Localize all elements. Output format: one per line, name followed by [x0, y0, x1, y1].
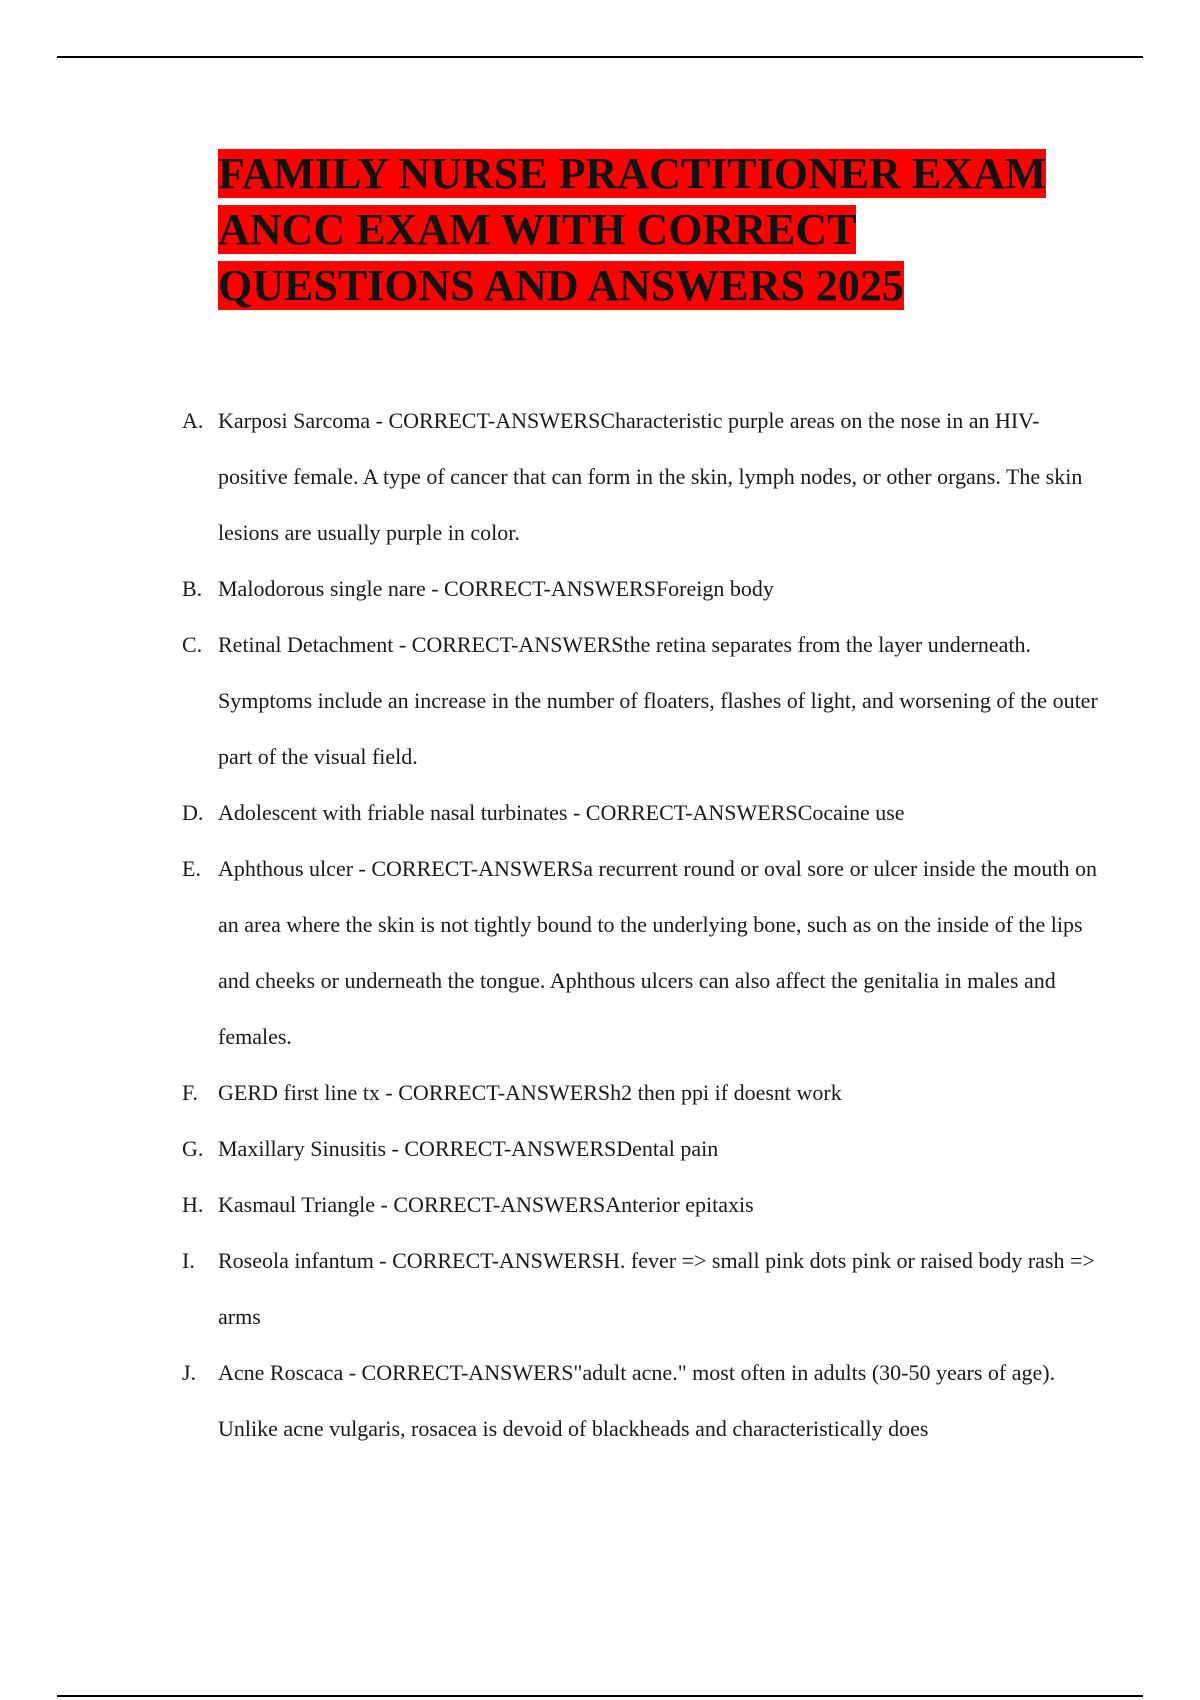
list-item-text: Karposi Sarcoma - CORRECT-ANSWERSCharacteristic purple areas on the nose in an HIV-positive female. A type of cancer that can form in the skin, lymph nodes, or other organs. The skin lesions are usually purple in color.	[218, 408, 1083, 545]
list-item	[182, 785, 1098, 841]
list-marker: J.	[182, 1360, 197, 1385]
list-item	[182, 841, 1098, 1065]
list-item-text: Malodorous single nare - CORRECT-ANSWERSForeign body	[218, 576, 774, 601]
list-marker: E.	[182, 856, 201, 881]
list-item	[182, 561, 1098, 617]
list-item-text: Kasmaul Triangle - CORRECT-ANSWERSAnterior epitaxis	[218, 1192, 754, 1217]
list-item	[182, 1121, 1098, 1177]
list-item-text: Adolescent with friable nasal turbinates - CORRECT-ANSWERSCocaine use	[218, 800, 905, 825]
list-marker: F.	[182, 1080, 198, 1105]
list-item-text: Roseola infantum - CORRECT-ANSWERSH. fever => small pink dots pink or raised body rash => arms	[218, 1248, 1095, 1329]
list-item	[182, 1233, 1098, 1345]
list-marker: A.	[182, 408, 204, 433]
list-item	[182, 393, 1098, 561]
list-item-text: Acne Roscaca - CORRECT-ANSWERS"adult acne." most often in adults (30-50 years of age). Unlike acne vulgaris, rosacea is devoid of blackheads and characteristically does	[218, 1360, 1056, 1441]
list-item	[182, 1065, 1098, 1121]
list-item-text: Retinal Detachment - CORRECT-ANSWERSthe retina separates from the layer underneath. Symptoms include an increase in the number of floaters, flashes of light, and worsening of the outer part of the visual field.	[218, 632, 1098, 769]
document-title	[218, 146, 1118, 314]
list-item	[182, 1177, 1098, 1233]
list-marker: D.	[182, 800, 204, 825]
list-item-text: Aphthous ulcer - CORRECT-ANSWERSa recurrent round or oval sore or ulcer inside the mouth on an area where the skin is not tightly bound to the underlying bone, such as on the inside of the lips and cheeks or underneath the tongue. Aphthous ulcers can also affect the genitalia in males and females.	[218, 856, 1098, 1049]
list-item	[182, 617, 1098, 785]
footer-rule	[57, 1695, 1143, 1697]
list-marker: G.	[182, 1136, 204, 1161]
list-marker: H.	[182, 1192, 204, 1217]
list-marker: B.	[182, 576, 203, 601]
qa-list	[182, 393, 1098, 1457]
list-marker: C.	[182, 632, 203, 657]
document-title-text: FAMILY NURSE PRACTITIONER EXAM ANCC EXAM WITH CORRECT QUESTIONS AND ANSWERS 2025	[218, 149, 1047, 310]
list-item	[182, 1345, 1098, 1457]
header-rule	[57, 56, 1143, 58]
list-marker: I.	[182, 1248, 195, 1273]
list-item-text: GERD first line tx - CORRECT-ANSWERSh2 then ppi if doesnt work	[218, 1080, 842, 1105]
list-item-text: Maxillary Sinusitis - CORRECT-ANSWERSDental pain	[218, 1136, 719, 1161]
